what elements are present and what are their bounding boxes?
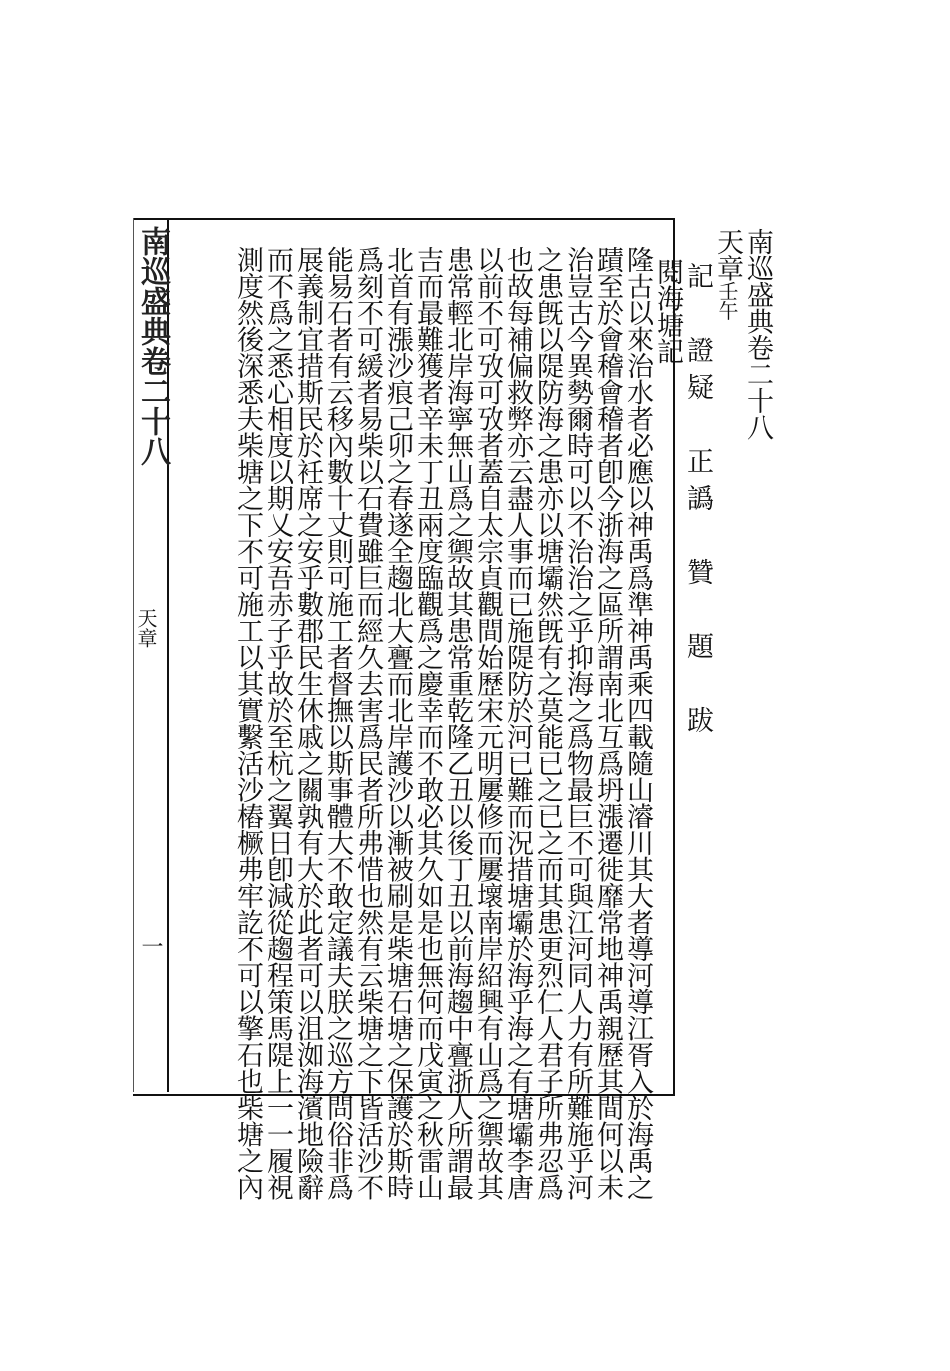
frame-outer-edge xyxy=(133,218,134,1092)
essay-line-2: 蹟至於會稽會稽者卽今浙海之區所謂南北互爲坍漲遷徙靡常地神禹親歷其間何以未 xyxy=(592,246,623,1200)
essay-line-11: 能易石者有云移內數十丈則可施工者督撫以斯事體大不敢定議夫朕之巡方問俗非爲 xyxy=(322,246,353,1200)
essay-line-3: 治豈古今異勢爾時可以不治治之乎抑海之爲物最巨不可與江河同人力有所難施乎河 xyxy=(562,246,593,1200)
gutter-book-title: 南巡盛典卷二十八 xyxy=(135,226,170,466)
section-heading xyxy=(712,228,742,320)
essay-line-14: 測度然後深悉夫柴塘之下不可施工以其實繫活沙樁橛弗牢訖不可以擎石也柴塘之內 xyxy=(232,246,263,1200)
essay-title: 閱海塘記 xyxy=(652,258,683,364)
essay-line-4: 之患旣以隄防海之患亦以塘壩然旣有之莫能已之已之而其患更烈仁人君子所弗忍爲 xyxy=(532,246,563,1200)
essay-line-7: 患常輕北岸海寧無山爲之禦故其患常重乾隆乙丑以後丁丑以前海趨中亹浙人所謂最 xyxy=(442,246,473,1200)
genre-list: 記 證疑 正譌 贊 題 跋 xyxy=(682,262,713,743)
essay-line-6: 以前不可攷可攷者蓋自太宗貞觀間始歷宋元明屢修而屢壞南岸紹興有山爲之禦故其 xyxy=(472,246,503,1200)
essay-line-1: 隆古以來治水者必應以神禹爲準神禹乘四載隨山濬川其大者導河導江胥入於海禹之 xyxy=(622,246,653,1200)
section-name: 天章 xyxy=(712,228,743,281)
essay-line-9: 北首有漲沙痕己卯之春遂全趨北大亹而北岸護沙以漸被刷是柴塘石塘之保護於斯時 xyxy=(382,246,413,1200)
essay-line-12: 展義制宜措斯民於衽席之安乎數郡民生休戚之關孰有大於此者可以沮洳海濱地險辭 xyxy=(292,246,323,1200)
gutter-section: 天章 xyxy=(134,608,158,648)
essay-line-8: 吉而最難獲者辛未丁丑兩度臨觀爲之慶幸而不敢必其久如是也無何而戊寅之秋雷山 xyxy=(412,246,443,1200)
gutter-page-number: 一 xyxy=(138,935,163,957)
section-year: 壬午 xyxy=(715,281,739,320)
essay-line-5: 也故每補偏救弊亦云盡人事而已施隄防於河已難而況措塘壩於海乎海之有塘壩李唐 xyxy=(502,246,533,1200)
essay-line-10: 爲刻不可緩者易柴以石費雖巨而經久去害爲民者所弗惜也然有云柴塘之下皆活沙不 xyxy=(352,246,383,1200)
essay-line-13: 而不爲之悉心相度以期乂安吾赤子乎故於至杭之翼日卽減從趨程策馬隄上一一履視 xyxy=(262,246,293,1200)
book-title: 南巡盛典卷二十八 xyxy=(742,228,773,440)
